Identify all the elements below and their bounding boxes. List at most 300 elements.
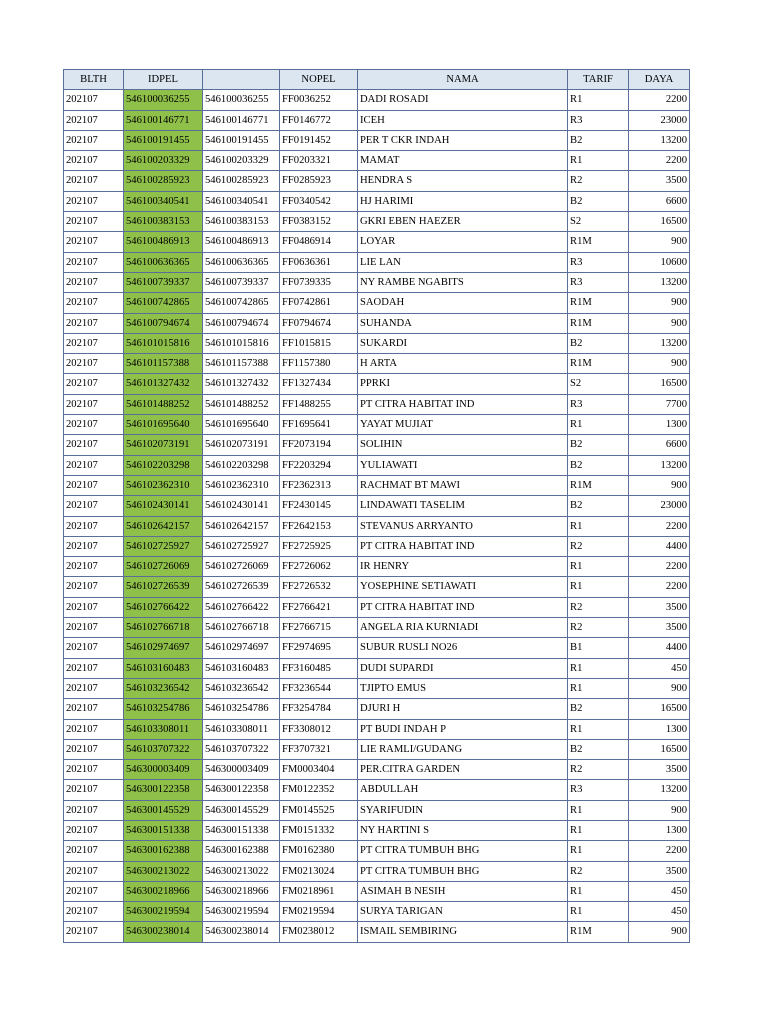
cell-blth[interactable]: 202107 (64, 293, 124, 313)
cell-tarif[interactable]: B2 (568, 699, 629, 719)
cell-daya[interactable]: 16500 (629, 374, 690, 394)
cell-daya[interactable]: 450 (629, 881, 690, 901)
cell-blth[interactable]: 202107 (64, 760, 124, 780)
cell-daya[interactable]: 16500 (629, 699, 690, 719)
cell-daya[interactable]: 900 (629, 922, 690, 942)
cell-tarif[interactable]: R2 (568, 536, 629, 556)
cell-nopel[interactable]: FF0383152 (280, 212, 358, 232)
cell-idpel-copy[interactable]: 546100285923 (203, 171, 280, 191)
cell-daya[interactable]: 450 (629, 658, 690, 678)
cell-blth[interactable]: 202107 (64, 252, 124, 272)
cell-tarif[interactable]: R2 (568, 171, 629, 191)
cell-idpel-copy[interactable]: 546300219594 (203, 902, 280, 922)
cell-idpel[interactable]: 546100486913 (124, 232, 203, 252)
cell-idpel-copy[interactable]: 546100794674 (203, 313, 280, 333)
cell-nopel[interactable]: FM0218961 (280, 881, 358, 901)
cell-daya[interactable]: 900 (629, 232, 690, 252)
cell-blth[interactable]: 202107 (64, 739, 124, 759)
cell-nopel[interactable]: FF2766421 (280, 597, 358, 617)
cell-tarif[interactable]: R3 (568, 252, 629, 272)
cell-idpel[interactable]: 546101327432 (124, 374, 203, 394)
cell-blth[interactable]: 202107 (64, 516, 124, 536)
cell-idpel[interactable]: 546103160483 (124, 658, 203, 678)
cell-daya[interactable]: 900 (629, 293, 690, 313)
cell-idpel[interactable]: 546100340541 (124, 191, 203, 211)
cell-nama[interactable]: ISMAIL SEMBIRING (358, 922, 568, 942)
cell-blth[interactable]: 202107 (64, 496, 124, 516)
cell-idpel[interactable]: 546102726539 (124, 577, 203, 597)
cell-blth[interactable]: 202107 (64, 151, 124, 171)
column-header-tarif[interactable]: TARIF (568, 70, 629, 90)
cell-tarif[interactable]: R1 (568, 658, 629, 678)
cell-nama[interactable]: MAMAT (358, 151, 568, 171)
cell-daya[interactable]: 3500 (629, 760, 690, 780)
cell-tarif[interactable]: R1 (568, 902, 629, 922)
cell-idpel-copy[interactable]: 546102073191 (203, 435, 280, 455)
cell-idpel-copy[interactable]: 546102974697 (203, 638, 280, 658)
cell-idpel[interactable]: 546102642157 (124, 516, 203, 536)
cell-idpel[interactable]: 546102725927 (124, 536, 203, 556)
cell-daya[interactable]: 6600 (629, 191, 690, 211)
cell-nopel[interactable]: FF2430145 (280, 496, 358, 516)
cell-idpel[interactable]: 546100739337 (124, 272, 203, 292)
cell-blth[interactable]: 202107 (64, 475, 124, 495)
cell-idpel[interactable]: 546300151338 (124, 820, 203, 840)
cell-blth[interactable]: 202107 (64, 130, 124, 150)
cell-idpel-copy[interactable]: 546100739337 (203, 272, 280, 292)
cell-idpel[interactable]: 546103236542 (124, 678, 203, 698)
cell-idpel[interactable]: 546102362310 (124, 475, 203, 495)
cell-nopel[interactable]: FF0036252 (280, 90, 358, 110)
cell-nama[interactable]: LIE LAN (358, 252, 568, 272)
cell-tarif[interactable]: R1 (568, 800, 629, 820)
column-header-nama[interactable]: NAMA (358, 70, 568, 90)
cell-blth[interactable]: 202107 (64, 861, 124, 881)
cell-blth[interactable]: 202107 (64, 333, 124, 353)
cell-idpel[interactable]: 546100203329 (124, 151, 203, 171)
cell-blth[interactable]: 202107 (64, 374, 124, 394)
cell-nopel[interactable]: FF1157380 (280, 354, 358, 374)
cell-idpel[interactable]: 546100636365 (124, 252, 203, 272)
cell-idpel-copy[interactable]: 546103254786 (203, 699, 280, 719)
cell-nopel[interactable]: FF1695641 (280, 415, 358, 435)
cell-idpel-copy[interactable]: 546102203298 (203, 455, 280, 475)
cell-blth[interactable]: 202107 (64, 922, 124, 942)
cell-idpel[interactable]: 546101015816 (124, 333, 203, 353)
cell-blth[interactable]: 202107 (64, 435, 124, 455)
cell-nama[interactable]: LOYAR (358, 232, 568, 252)
cell-daya[interactable]: 2200 (629, 557, 690, 577)
cell-nopel[interactable]: FF0636361 (280, 252, 358, 272)
cell-daya[interactable]: 7700 (629, 394, 690, 414)
cell-blth[interactable]: 202107 (64, 272, 124, 292)
cell-idpel-copy[interactable]: 546102726539 (203, 577, 280, 597)
cell-nopel[interactable]: FF2362313 (280, 475, 358, 495)
cell-nopel[interactable]: FF0794674 (280, 313, 358, 333)
cell-tarif[interactable]: R1 (568, 881, 629, 901)
cell-nama[interactable]: SOLIHIN (358, 435, 568, 455)
cell-daya[interactable]: 2200 (629, 151, 690, 171)
cell-blth[interactable]: 202107 (64, 719, 124, 739)
cell-idpel-copy[interactable]: 546300213022 (203, 861, 280, 881)
cell-nopel[interactable]: FM0145525 (280, 800, 358, 820)
cell-daya[interactable]: 16500 (629, 212, 690, 232)
cell-nopel[interactable]: FF2725925 (280, 536, 358, 556)
cell-nopel[interactable]: FF3308012 (280, 719, 358, 739)
cell-idpel[interactable]: 546102430141 (124, 496, 203, 516)
cell-nama[interactable]: PPRKI (358, 374, 568, 394)
column-header-idpel[interactable]: IDPEL (124, 70, 203, 90)
cell-tarif[interactable]: R1M (568, 475, 629, 495)
cell-blth[interactable]: 202107 (64, 618, 124, 638)
cell-tarif[interactable]: R3 (568, 110, 629, 130)
cell-idpel[interactable]: 546300122358 (124, 780, 203, 800)
cell-daya[interactable]: 3500 (629, 861, 690, 881)
cell-daya[interactable]: 1300 (629, 415, 690, 435)
cell-nopel[interactable]: FF0742861 (280, 293, 358, 313)
cell-blth[interactable]: 202107 (64, 699, 124, 719)
cell-tarif[interactable]: R1 (568, 678, 629, 698)
cell-nama[interactable]: LINDAWATI TASELIM (358, 496, 568, 516)
cell-nama[interactable]: HENDRA S (358, 171, 568, 191)
cell-nama[interactable]: PT CITRA TUMBUH BHG (358, 861, 568, 881)
cell-tarif[interactable]: S2 (568, 374, 629, 394)
cell-tarif[interactable]: R1 (568, 820, 629, 840)
cell-blth[interactable]: 202107 (64, 597, 124, 617)
cell-idpel[interactable]: 546102974697 (124, 638, 203, 658)
cell-idpel[interactable]: 546102766422 (124, 597, 203, 617)
cell-idpel[interactable]: 546100146771 (124, 110, 203, 130)
cell-nama[interactable]: PT CITRA HABITAT IND (358, 597, 568, 617)
cell-idpel-copy[interactable]: 546100191455 (203, 130, 280, 150)
cell-idpel-copy[interactable]: 546300238014 (203, 922, 280, 942)
cell-idpel[interactable]: 546103707322 (124, 739, 203, 759)
cell-nama[interactable]: NY RAMBE NGABITS (358, 272, 568, 292)
cell-tarif[interactable]: R1M (568, 922, 629, 942)
cell-daya[interactable]: 3500 (629, 171, 690, 191)
cell-daya[interactable]: 2200 (629, 841, 690, 861)
cell-tarif[interactable]: R1M (568, 354, 629, 374)
cell-nopel[interactable]: FF2073194 (280, 435, 358, 455)
cell-blth[interactable]: 202107 (64, 841, 124, 861)
cell-nopel[interactable]: FF2726062 (280, 557, 358, 577)
cell-tarif[interactable]: R1 (568, 415, 629, 435)
cell-blth[interactable]: 202107 (64, 902, 124, 922)
cell-idpel[interactable]: 546102726069 (124, 557, 203, 577)
column-header-nopel[interactable]: NOPEL (280, 70, 358, 90)
cell-idpel[interactable]: 546300238014 (124, 922, 203, 942)
cell-tarif[interactable]: B2 (568, 496, 629, 516)
cell-tarif[interactable]: B1 (568, 638, 629, 658)
cell-blth[interactable]: 202107 (64, 394, 124, 414)
cell-nama[interactable]: GKRI EBEN HAEZER (358, 212, 568, 232)
cell-idpel[interactable]: 546103254786 (124, 699, 203, 719)
cell-nopel[interactable]: FF1327434 (280, 374, 358, 394)
cell-idpel-copy[interactable]: 546102726069 (203, 557, 280, 577)
cell-blth[interactable]: 202107 (64, 881, 124, 901)
cell-nopel[interactable]: FM0238012 (280, 922, 358, 942)
cell-tarif[interactable]: R1M (568, 313, 629, 333)
cell-nama[interactable]: YAYAT MUJIAT (358, 415, 568, 435)
cell-daya[interactable]: 900 (629, 475, 690, 495)
cell-blth[interactable]: 202107 (64, 110, 124, 130)
cell-idpel[interactable]: 546103308011 (124, 719, 203, 739)
cell-idpel-copy[interactable]: 546101488252 (203, 394, 280, 414)
cell-tarif[interactable]: R2 (568, 597, 629, 617)
cell-tarif[interactable]: R1M (568, 232, 629, 252)
cell-blth[interactable]: 202107 (64, 536, 124, 556)
cell-daya[interactable]: 23000 (629, 110, 690, 130)
cell-tarif[interactable]: B2 (568, 455, 629, 475)
cell-daya[interactable]: 2200 (629, 577, 690, 597)
cell-idpel-copy[interactable]: 546100486913 (203, 232, 280, 252)
cell-blth[interactable]: 202107 (64, 171, 124, 191)
cell-nopel[interactable]: FF2203294 (280, 455, 358, 475)
cell-idpel[interactable]: 546101157388 (124, 354, 203, 374)
cell-nopel[interactable]: FF3707321 (280, 739, 358, 759)
cell-tarif[interactable]: R1 (568, 557, 629, 577)
cell-nama[interactable]: PER T CKR INDAH (358, 130, 568, 150)
cell-idpel-copy[interactable]: 546101695640 (203, 415, 280, 435)
cell-idpel-copy[interactable]: 546300145529 (203, 800, 280, 820)
cell-nopel[interactable]: FM0219594 (280, 902, 358, 922)
cell-nopel[interactable]: FF0739335 (280, 272, 358, 292)
cell-nama[interactable]: H ARTA (358, 354, 568, 374)
cell-daya[interactable]: 13200 (629, 272, 690, 292)
cell-blth[interactable]: 202107 (64, 191, 124, 211)
cell-nama[interactable]: NY HARTINI S (358, 820, 568, 840)
cell-nama[interactable]: DJURI H (358, 699, 568, 719)
cell-nopel[interactable]: FF2642153 (280, 516, 358, 536)
cell-idpel-copy[interactable]: 546101327432 (203, 374, 280, 394)
cell-daya[interactable]: 6600 (629, 435, 690, 455)
cell-daya[interactable]: 4400 (629, 536, 690, 556)
cell-nama[interactable]: SURYA TARIGAN (358, 902, 568, 922)
cell-idpel-copy[interactable]: 546102766422 (203, 597, 280, 617)
cell-daya[interactable]: 13200 (629, 455, 690, 475)
cell-nopel[interactable]: FF0340542 (280, 191, 358, 211)
cell-blth[interactable]: 202107 (64, 800, 124, 820)
cell-idpel[interactable]: 546300145529 (124, 800, 203, 820)
cell-tarif[interactable]: R2 (568, 861, 629, 881)
cell-daya[interactable]: 16500 (629, 739, 690, 759)
column-header-daya[interactable]: DAYA (629, 70, 690, 90)
cell-nama[interactable]: SUBUR RUSLI NO26 (358, 638, 568, 658)
cell-daya[interactable]: 1300 (629, 820, 690, 840)
cell-idpel-copy[interactable]: 546102725927 (203, 536, 280, 556)
cell-tarif[interactable]: B2 (568, 130, 629, 150)
cell-blth[interactable]: 202107 (64, 638, 124, 658)
cell-idpel-copy[interactable]: 546100203329 (203, 151, 280, 171)
cell-nopel[interactable]: FF2974695 (280, 638, 358, 658)
cell-nama[interactable]: ABDULLAH (358, 780, 568, 800)
column-header-blank[interactable] (203, 70, 280, 90)
cell-idpel-copy[interactable]: 546300003409 (203, 760, 280, 780)
cell-tarif[interactable]: R1 (568, 719, 629, 739)
cell-blth[interactable]: 202107 (64, 455, 124, 475)
cell-idpel[interactable]: 546300162388 (124, 841, 203, 861)
cell-tarif[interactable]: B2 (568, 333, 629, 353)
cell-nama[interactable]: ANGELA RIA KURNIADI (358, 618, 568, 638)
cell-idpel[interactable]: 546300003409 (124, 760, 203, 780)
cell-tarif[interactable]: R1 (568, 151, 629, 171)
cell-idpel[interactable]: 546100742865 (124, 293, 203, 313)
cell-nopel[interactable]: FM0003404 (280, 760, 358, 780)
cell-blth[interactable]: 202107 (64, 415, 124, 435)
cell-idpel-copy[interactable]: 546100036255 (203, 90, 280, 110)
cell-daya[interactable]: 900 (629, 678, 690, 698)
cell-idpel-copy[interactable]: 546103308011 (203, 719, 280, 739)
cell-nopel[interactable]: FF0146772 (280, 110, 358, 130)
cell-nopel[interactable]: FF1488255 (280, 394, 358, 414)
cell-daya[interactable]: 900 (629, 354, 690, 374)
cell-idpel[interactable]: 546300218966 (124, 881, 203, 901)
cell-idpel[interactable]: 546101488252 (124, 394, 203, 414)
cell-idpel-copy[interactable]: 546103707322 (203, 739, 280, 759)
cell-idpel-copy[interactable]: 546300218966 (203, 881, 280, 901)
cell-blth[interactable]: 202107 (64, 313, 124, 333)
cell-nopel[interactable]: FF3254784 (280, 699, 358, 719)
cell-daya[interactable]: 13200 (629, 333, 690, 353)
cell-nopel[interactable]: FM0162380 (280, 841, 358, 861)
cell-nama[interactable]: SUHANDA (358, 313, 568, 333)
cell-idpel[interactable]: 546100794674 (124, 313, 203, 333)
cell-blth[interactable]: 202107 (64, 820, 124, 840)
cell-nama[interactable]: SAODAH (358, 293, 568, 313)
cell-idpel[interactable]: 546100036255 (124, 90, 203, 110)
cell-idpel-copy[interactable]: 546300162388 (203, 841, 280, 861)
cell-idpel-copy[interactable]: 546102430141 (203, 496, 280, 516)
cell-tarif[interactable]: R1 (568, 577, 629, 597)
cell-nama[interactable]: HJ HARIMI (358, 191, 568, 211)
cell-nama[interactable]: DADI ROSADI (358, 90, 568, 110)
cell-nopel[interactable]: FF2726532 (280, 577, 358, 597)
cell-idpel-copy[interactable]: 546103236542 (203, 678, 280, 698)
cell-idpel-copy[interactable]: 546300151338 (203, 820, 280, 840)
cell-nama[interactable]: PT BUDI INDAH P (358, 719, 568, 739)
cell-tarif[interactable]: B2 (568, 739, 629, 759)
cell-nopel[interactable]: FF2766715 (280, 618, 358, 638)
cell-daya[interactable]: 900 (629, 313, 690, 333)
cell-daya[interactable]: 3500 (629, 618, 690, 638)
cell-idpel-copy[interactable]: 546101015816 (203, 333, 280, 353)
cell-nama[interactable]: DUDI SUPARDI (358, 658, 568, 678)
cell-idpel[interactable]: 546102073191 (124, 435, 203, 455)
cell-tarif[interactable]: R2 (568, 618, 629, 638)
column-header-blth[interactable]: BLTH (64, 70, 124, 90)
cell-tarif[interactable]: R3 (568, 780, 629, 800)
cell-nopel[interactable]: FF0203321 (280, 151, 358, 171)
cell-tarif[interactable]: B2 (568, 435, 629, 455)
cell-nopel[interactable]: FF0486914 (280, 232, 358, 252)
cell-nopel[interactable]: FF3236544 (280, 678, 358, 698)
cell-nama[interactable]: SUKARDI (358, 333, 568, 353)
cell-nama[interactable]: PT CITRA HABITAT IND (358, 394, 568, 414)
cell-nopel[interactable]: FF0191452 (280, 130, 358, 150)
cell-idpel-copy[interactable]: 546102766718 (203, 618, 280, 638)
cell-idpel-copy[interactable]: 546100146771 (203, 110, 280, 130)
cell-nama[interactable]: STEVANUS ARRYANTO (358, 516, 568, 536)
cell-nama[interactable]: YOSEPHINE SETIAWATI (358, 577, 568, 597)
cell-daya[interactable]: 3500 (629, 597, 690, 617)
cell-idpel-copy[interactable]: 546100636365 (203, 252, 280, 272)
cell-idpel[interactable]: 546102203298 (124, 455, 203, 475)
cell-blth[interactable]: 202107 (64, 557, 124, 577)
cell-nopel[interactable]: FM0213024 (280, 861, 358, 881)
cell-idpel[interactable]: 546101695640 (124, 415, 203, 435)
cell-blth[interactable]: 202107 (64, 232, 124, 252)
cell-daya[interactable]: 2200 (629, 90, 690, 110)
cell-nama[interactable]: PT CITRA TUMBUH BHG (358, 841, 568, 861)
cell-idpel-copy[interactable]: 546100340541 (203, 191, 280, 211)
cell-blth[interactable]: 202107 (64, 90, 124, 110)
cell-idpel[interactable]: 546300219594 (124, 902, 203, 922)
cell-nama[interactable]: IR HENRY (358, 557, 568, 577)
cell-daya[interactable]: 10600 (629, 252, 690, 272)
cell-tarif[interactable]: R1 (568, 841, 629, 861)
cell-nopel[interactable]: FM0151332 (280, 820, 358, 840)
cell-idpel-copy[interactable]: 546300122358 (203, 780, 280, 800)
cell-idpel[interactable]: 546300213022 (124, 861, 203, 881)
cell-nama[interactable]: ASIMAH B NESIH (358, 881, 568, 901)
cell-tarif[interactable]: R1M (568, 293, 629, 313)
cell-daya[interactable]: 13200 (629, 780, 690, 800)
cell-tarif[interactable]: R2 (568, 760, 629, 780)
cell-idpel[interactable]: 546100191455 (124, 130, 203, 150)
cell-idpel-copy[interactable]: 546100742865 (203, 293, 280, 313)
cell-nama[interactable]: PT CITRA HABITAT IND (358, 536, 568, 556)
cell-idpel-copy[interactable]: 546100383153 (203, 212, 280, 232)
cell-nama[interactable]: PER.CITRA GARDEN (358, 760, 568, 780)
cell-daya[interactable]: 900 (629, 800, 690, 820)
cell-nama[interactable]: ICEH (358, 110, 568, 130)
cell-nama[interactable]: RACHMAT BT MAWI (358, 475, 568, 495)
cell-tarif[interactable]: B2 (568, 191, 629, 211)
cell-nama[interactable]: SYARIFUDIN (358, 800, 568, 820)
cell-blth[interactable]: 202107 (64, 212, 124, 232)
cell-nama[interactable]: LIE RAMLI/GUDANG (358, 739, 568, 759)
cell-daya[interactable]: 4400 (629, 638, 690, 658)
cell-daya[interactable]: 13200 (629, 130, 690, 150)
cell-tarif[interactable]: R3 (568, 394, 629, 414)
cell-nopel[interactable]: FF0285923 (280, 171, 358, 191)
cell-tarif[interactable]: R3 (568, 272, 629, 292)
cell-nopel[interactable]: FF1015815 (280, 333, 358, 353)
cell-daya[interactable]: 450 (629, 902, 690, 922)
cell-daya[interactable]: 23000 (629, 496, 690, 516)
cell-tarif[interactable]: R1 (568, 90, 629, 110)
cell-blth[interactable]: 202107 (64, 678, 124, 698)
cell-blth[interactable]: 202107 (64, 658, 124, 678)
cell-idpel-copy[interactable]: 546102642157 (203, 516, 280, 536)
cell-idpel-copy[interactable]: 546101157388 (203, 354, 280, 374)
cell-blth[interactable]: 202107 (64, 577, 124, 597)
cell-tarif[interactable]: R1 (568, 516, 629, 536)
cell-idpel[interactable]: 546102766718 (124, 618, 203, 638)
cell-nopel[interactable]: FF3160485 (280, 658, 358, 678)
cell-idpel[interactable]: 546100383153 (124, 212, 203, 232)
cell-nopel[interactable]: FM0122352 (280, 780, 358, 800)
cell-blth[interactable]: 202107 (64, 354, 124, 374)
cell-idpel-copy[interactable]: 546103160483 (203, 658, 280, 678)
cell-daya[interactable]: 2200 (629, 516, 690, 536)
cell-idpel[interactable]: 546100285923 (124, 171, 203, 191)
cell-tarif[interactable]: S2 (568, 212, 629, 232)
cell-idpel-copy[interactable]: 546102362310 (203, 475, 280, 495)
cell-daya[interactable]: 1300 (629, 719, 690, 739)
cell-nama[interactable]: TJIPTO EMUS (358, 678, 568, 698)
cell-blth[interactable]: 202107 (64, 780, 124, 800)
